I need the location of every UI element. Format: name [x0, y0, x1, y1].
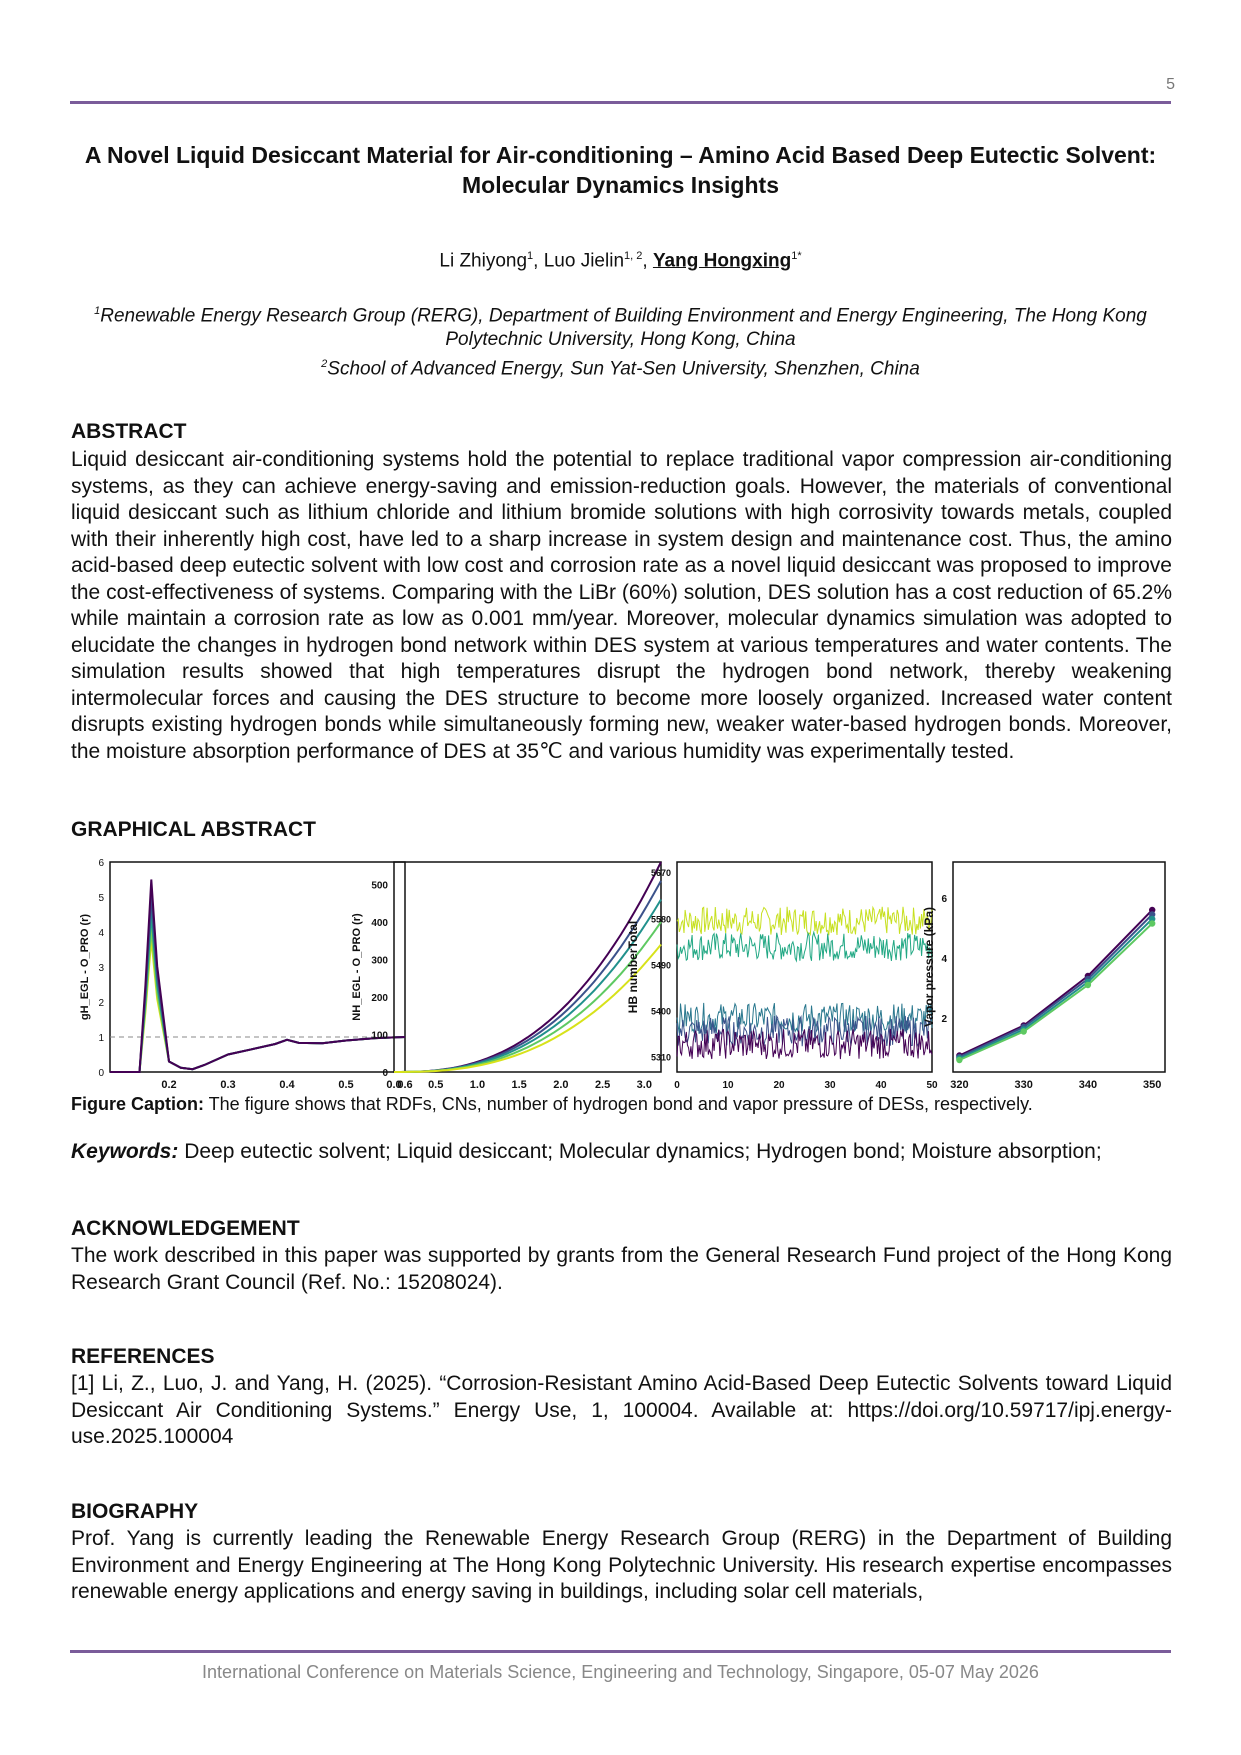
affiliation-text: School of Advanced Energy, Sun Yat-Sen University, Shenzhen, China	[327, 358, 920, 380]
author-affiliation-mark: 1	[527, 250, 534, 262]
keywords-text: Deep eutectic solvent; Liquid desiccant; Molecular dynamics; Hydrogen bond; Moisture absorption;	[178, 1140, 1102, 1163]
x-tick-label: 50	[926, 1080, 938, 1091]
vp-data-point	[1149, 920, 1155, 926]
graphical-abstract-figure	[70, 856, 1171, 1096]
x-tick-label: 1.0	[469, 1079, 486, 1091]
author-affiliation-mark: 1, 2	[624, 250, 643, 262]
x-tick-label: 20	[773, 1080, 785, 1091]
y-tick-label: 4	[98, 928, 104, 939]
x-tick-label: 0.6	[397, 1079, 413, 1091]
y-tick-label: 1	[98, 1033, 104, 1044]
y-axis-label: Vapor pressure (kPa)	[922, 906, 936, 1028]
vp-data-point	[1021, 1028, 1027, 1034]
x-tick-label: 0.0	[386, 1079, 402, 1091]
y-axis-label: HB numberTotal	[626, 920, 640, 1014]
x-tick-label: 0.4	[279, 1079, 295, 1091]
caption-text: The figure shows that RDFs, CNs, number of hydrogen bond and vapor pressure of DESs, respectively.	[204, 1094, 1033, 1114]
footer-text: International Conference on Materials Science, Engineering and Technology, Singapore, 05-07 May 2026	[202, 1662, 1039, 1682]
y-tick-label: 0	[382, 1068, 388, 1079]
y-tick-label: 500	[371, 880, 388, 892]
x-tick-label: 0.2	[161, 1079, 177, 1091]
x-tick-label: 1.5	[511, 1079, 527, 1091]
x-tick-label: 330	[1014, 1079, 1033, 1091]
y-tick-label: 5490	[650, 960, 671, 971]
y-tick-label: 400	[371, 918, 388, 929]
header-rule	[70, 101, 1171, 104]
reference-1: [1] Li, Z., Luo, J. and Yang, H. (2025). “Corrosion-Resistant Amino Acid-Based Deep Eutectic Solvents toward Liquid Desiccant Air Conditioning Systems.” Energy Use, 1, 100004. Available at: https://doi.org/10.59717/ipj.energy-use.2025.100004	[71, 1372, 1172, 1448]
y-tick-label: 0	[98, 1068, 104, 1079]
y-tick-label: 300	[371, 955, 388, 967]
abstract-text: Liquid desiccant air-conditioning systems hold the potential to replace traditional vapor compression air-conditioning systems, as they can achieve energy-saving and emission-reduction goals. However, the materials of conventional liquid desiccant such as lithium chloride and lithium bromide solutions with high corrosivity towards metals, coupled with their inherently high cost, have led to a sharp increase in system design and maintenance cost. Thus, the amino acid-based deep eutectic solvent with low cost and corrosion rate as a novel liquid desiccant was proposed to improve the cost-effectiveness of systems. Comparing with the LiBr (60%) solution, DES solution has a cost reduction of 65.2% while maintain a corrosion rate as low as 0.001 mm/year. Moreover, molecular dynamics simulation was adopted to elucidate the changes in hydrogen bond network within DES system at various temperatures and water contents. The simulation results showed that high temperatures disrupt the hydrogen bond network, thereby weakening intermolecular forces and causing the DES structure to become more loosely organized. Increased water content disrupts existing hydrogen bonds while simultaneously forming new, weaker water-based hydrogen bonds. Moreover, the moisture absorption performance of DES at 35℃ and various humidity was experimentally tested.	[71, 448, 1172, 763]
author-name: Luo Jielin	[543, 250, 625, 272]
vp-data-point	[1085, 982, 1091, 988]
page-number: 5	[1166, 76, 1175, 93]
acknowledgement-heading: ACKNOWLEDGEMENT	[71, 1217, 300, 1240]
x-tick-label: 10	[722, 1080, 734, 1091]
biography-text: Prof. Yang is currently leading the Renewable Energy Research Group (RERG) in the Department of Building Environment and Energy Engineering at The Hong Kong Polytechnic University. His research expertise encompasses renewable energy applications and energy saving in buildings, including solar cell materials,	[71, 1527, 1172, 1603]
corresponding-author-name: Yang Hongxing	[652, 250, 792, 272]
caption-label: Figure Caption:	[71, 1094, 204, 1114]
y-tick-label: 200	[371, 993, 388, 1004]
acknowledgement-text: The work described in this paper was supported by grants from the General Research Fund project of the Hong Kong Research Grant Council (Ref. No.: 15208024).	[71, 1244, 1172, 1294]
biography-heading: BIOGRAPHY	[71, 1500, 199, 1523]
affiliation-2	[70, 352, 1171, 381]
paper-title: A Novel Liquid Desiccant Material for Air-conditioning – Amino Acid Based Deep Eutectic Solvent: Molecular Dynamics Insights	[84, 142, 1157, 198]
y-tick-label: 6	[941, 894, 947, 905]
y-tick-label: 3	[98, 963, 104, 974]
x-tick-label: 40	[875, 1080, 887, 1091]
x-tick-label: 0.5	[338, 1079, 354, 1091]
y-tick-label: 5310	[650, 1052, 671, 1063]
hb-series-line-2	[677, 932, 932, 961]
hb-series-line-1	[677, 907, 932, 935]
abstract-heading: ABSTRACT	[71, 420, 187, 443]
x-tick-label: 340	[1078, 1079, 1098, 1091]
plot-frame-4	[953, 862, 1165, 1072]
author-affiliation-mark: 1*	[791, 250, 802, 262]
x-tick-label: 0.5	[428, 1079, 444, 1091]
x-tick-label: 3.0	[636, 1079, 652, 1091]
affiliation-mark: 2	[321, 358, 328, 371]
author-name: Li Zhiyong	[439, 250, 528, 272]
y-axis-label: NH_EGL - O_PRO (r)	[351, 913, 363, 1021]
x-tick-label: 0.3	[220, 1079, 236, 1091]
cn-series-line-5	[394, 945, 661, 1073]
y-tick-label: 4	[941, 954, 947, 965]
y-tick-label: 5	[98, 893, 104, 904]
affiliations	[70, 299, 1171, 382]
x-tick-label: 2.5	[594, 1079, 611, 1091]
references-heading: REFERENCES	[71, 1345, 215, 1368]
vp-series-line-2	[959, 915, 1152, 1058]
x-tick-label: 350	[1142, 1079, 1162, 1091]
x-tick-label: 0	[674, 1080, 680, 1091]
author-list: Li Zhiyong$^1$, Luo Jielin$^{1, 2}$, Yang Hongxing$^{1*}$	[439, 250, 802, 272]
keywords	[71, 1139, 1172, 1166]
y-tick-label: 5670	[650, 868, 671, 879]
x-tick-label: 320	[950, 1079, 969, 1091]
affiliation-1	[70, 299, 1171, 352]
cn-series-line-4	[394, 922, 661, 1072]
y-tick-label: 5400	[650, 1006, 671, 1017]
figure-svg	[70, 856, 1171, 1096]
graphical-abstract-heading: GRAPHICAL ABSTRACT	[71, 818, 316, 841]
footer-rule	[70, 1650, 1171, 1653]
keywords-label: Keywords:	[71, 1140, 179, 1163]
x-tick-label: 30	[824, 1080, 836, 1091]
y-tick-label: 2	[941, 1014, 947, 1025]
affiliation-mark: 1	[94, 305, 101, 317]
y-tick-label: 6	[98, 858, 104, 869]
vp-series-line-1	[959, 910, 1152, 1056]
x-tick-label: 2.0	[553, 1079, 569, 1091]
affiliation-text: Renewable Energy Research Group (RERG), Department of Building Environment and Energy Engineering, The Hong Kong Polytechnic University, Hong Kong, China	[100, 305, 1147, 351]
figure-caption	[71, 1094, 1172, 1115]
y-tick-label: 2	[98, 998, 104, 1009]
vp-data-point	[956, 1057, 962, 1063]
cn-series-line-3	[394, 900, 661, 1073]
y-tick-label: 5580	[650, 914, 671, 925]
y-tick-label: 100	[371, 1030, 388, 1042]
y-axis-label: gH_EGL - O_PRO (r)	[79, 913, 91, 1021]
